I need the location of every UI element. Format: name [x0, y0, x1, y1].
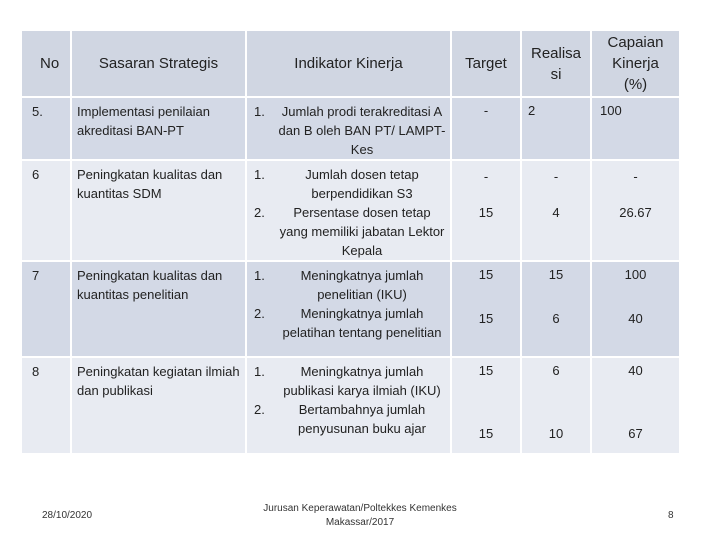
sasaran-cell: Peningkatan kualitas dan kuantitas penelitian: [71, 261, 246, 357]
realisasi-cell: [521, 160, 591, 261]
indicator-text: Jumlah prodi terakreditasi A dan B oleh BAN PT/ LAMPT-Kes: [278, 104, 446, 157]
indicator-number: 2.: [254, 402, 265, 417]
indicator-item: [254, 400, 446, 438]
capaian-value: 100: [624, 267, 647, 282]
header-capaian: Capaian Kinerja (%): [591, 30, 680, 97]
capaian-value: 100: [600, 103, 622, 118]
header-indikator: Indikator Kinerja: [246, 30, 451, 97]
capaian-cell: [591, 97, 680, 160]
realisasi-value: -: [553, 169, 559, 184]
indikator-cell: [246, 97, 451, 160]
row-number: 6: [21, 160, 71, 261]
indicator-item: [254, 266, 446, 304]
footer-date: 28/10/2020: [42, 510, 93, 521]
indicator-item: [254, 203, 446, 260]
indicator-text: Persentase dosen tetap yang memiliki jabatan Lektor Kepala: [279, 205, 445, 258]
performance-table: [21, 30, 680, 454]
table-row: [21, 97, 680, 160]
header-no: No: [21, 30, 71, 97]
target-cell: [451, 160, 521, 261]
header-sasaran: Sasaran Strategis: [71, 30, 246, 97]
row-number: 7: [21, 261, 71, 357]
indicator-text: Meningkatnya jumlah penelitian (IKU): [300, 268, 424, 302]
realisasi-value: 6: [552, 311, 560, 326]
indicator-item: [254, 362, 446, 400]
realisasi-value: 15: [548, 267, 564, 282]
indicator-text: Jumlah dosen tetap berpendidikan S3: [305, 167, 419, 201]
sasaran-cell: Peningkatan kegiatan ilmiah dan publikasi: [71, 357, 246, 454]
capaian-cell: [591, 261, 680, 357]
target-value: 15: [478, 363, 494, 378]
row-number: 5.: [21, 97, 71, 160]
capaian-value: 40: [628, 363, 643, 378]
indikator-cell: [246, 261, 451, 357]
indicator-number: 2.: [254, 205, 265, 220]
table-row: [21, 160, 680, 261]
header-realisasi: Realisa si: [521, 30, 591, 97]
indikator-cell: [246, 357, 451, 454]
capaian-value: 67: [628, 426, 643, 441]
realisasi-value: 2: [528, 103, 536, 118]
target-value: 15: [478, 205, 494, 220]
indicator-text: Meningkatnya jumlah publikasi karya ilmiah (IKU): [283, 364, 441, 398]
target-value: 15: [478, 311, 494, 326]
indicator-text: Bertambahnya jumlah penyusunan buku ajar: [298, 402, 426, 436]
indicator-text: Meningkatnya jumlah pelatihan tentang penelitian: [282, 306, 442, 340]
indicator-item: [254, 304, 446, 342]
sasaran-cell: Implementasi penilaian akreditasi BAN-PT: [71, 97, 246, 160]
row-number: 8: [21, 357, 71, 454]
target-cell: [451, 261, 521, 357]
target-cell: [451, 97, 521, 160]
capaian-cell: [591, 357, 680, 454]
indikator-cell: [246, 160, 451, 261]
indicator-number: 2.: [254, 306, 265, 321]
capaian-cell: [591, 160, 680, 261]
capaian-value: 40: [628, 311, 643, 326]
capaian-value: 26.67: [619, 205, 652, 220]
target-value: -: [483, 169, 489, 184]
target-value: -: [483, 103, 489, 118]
table-row: [21, 357, 680, 454]
target-value: 15: [478, 426, 494, 441]
sasaran-cell: Peningkatan kualitas dan kuantitas SDM: [71, 160, 246, 261]
realisasi-value: 10: [548, 426, 564, 441]
indicator-number: 1.: [254, 268, 265, 283]
realisasi-value: 6: [552, 363, 560, 378]
header-target: Target: [451, 30, 521, 97]
target-cell: [451, 357, 521, 454]
realisasi-value: 4: [552, 205, 560, 220]
realisasi-cell: [521, 97, 591, 160]
target-value: 15: [478, 267, 494, 282]
realisasi-cell: [521, 357, 591, 454]
realisasi-cell: [521, 261, 591, 357]
indicator-number: 1.: [254, 364, 265, 379]
indicator-number: 1.: [254, 167, 265, 182]
capaian-value: -: [633, 169, 638, 184]
footer-institution: Jurusan Keperawatan/Poltekkes Kemenkes Makassar/2017: [263, 503, 457, 528]
indicator-item: [254, 102, 446, 159]
indicator-item: [254, 165, 446, 203]
indicator-number: 1.: [254, 104, 265, 119]
page-number: 8: [668, 510, 674, 521]
table-row: [21, 261, 680, 357]
